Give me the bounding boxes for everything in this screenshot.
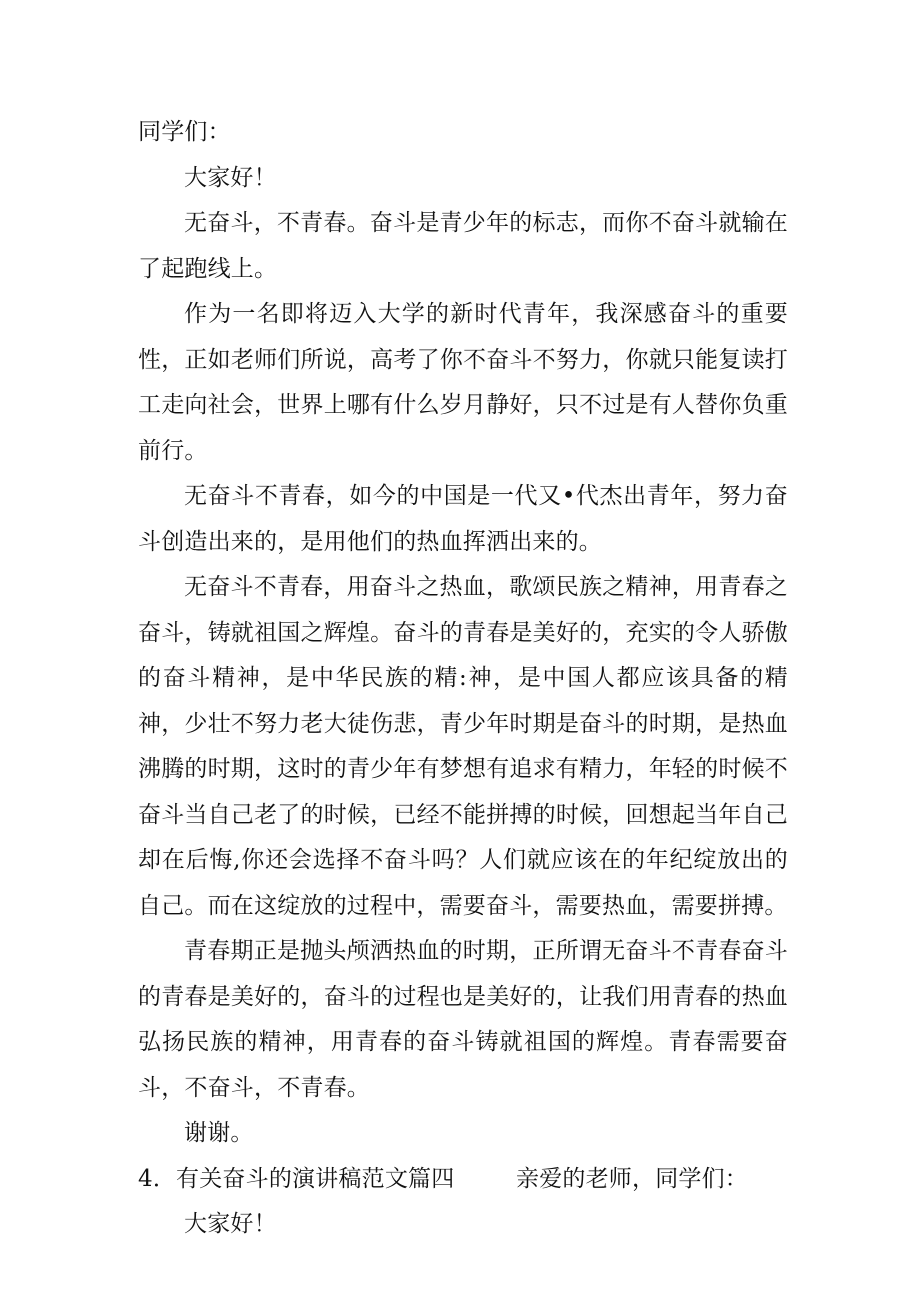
- paragraph: 青春期正是抛头颅洒热血的时期，正所谓无奋斗不青春奋斗的青春是美好的，奋斗的过程也是美好的，让我们用青春的热血弘扬民族的精神，用青春的奋斗铸就祖国的辉煌。青春需要奋斗，不奋斗，不青春。: [138, 938, 788, 1101]
- section-title: 4．有关奋斗的演讲稿范文篇四: [138, 1165, 455, 1192]
- greeting: 大家好！: [184, 164, 277, 191]
- paragraph: 无奋斗，不青春。奋斗是青少年的标志，而你不奋斗就输在了起跑线上。: [138, 210, 788, 282]
- salutation: 同学们：: [138, 119, 231, 145]
- section-heading: [138, 1157, 788, 1203]
- section-greeting: 大家好！: [184, 1211, 277, 1237]
- closing: 谢谢。: [184, 1120, 254, 1146]
- section-salutation: 亲爱的老师，同学们：: [516, 1165, 748, 1192]
- speech-body: [138, 110, 788, 1248]
- paragraph: 作为一名即将迈入大学的新时代青年，我深感奋斗的重要性，正如老师们所说，高考了你不奋斗不努力，你就只能复读打工走向社会，世界上哪有什么岁月静好，只不过是有人替你负重前行。: [138, 301, 788, 464]
- paragraph: 无奋斗不青春，用奋斗之热血，歌颂民族之精神，用青春之奋斗，铸就祖国之辉煌。奋斗的青春是美好的，充实的令人骄傲的奋斗精神，是中华民族的精:神，是中国人都应该具备的精神，少壮不努力老大徒伤悲，青少年时期是奋斗的时期，是热血沸腾的时期，这时的青少年有梦想有追求有精力，年轻的时候不奋斗当自己老了的时候，已经不能拼搏的时候，回想起当年自己却在后悔,你还会选择不奋斗吗？人们就应该在的年纪绽放出的自己。而在这绽放的过程中，需要奋斗，需要热血，需要拼搏。: [138, 574, 788, 919]
- paragraph: 无奋斗不青春，如今的中国是一代又•代杰出青年，努力奋斗创造出来的，是用他们的热血挥洒出来的。: [138, 483, 788, 555]
